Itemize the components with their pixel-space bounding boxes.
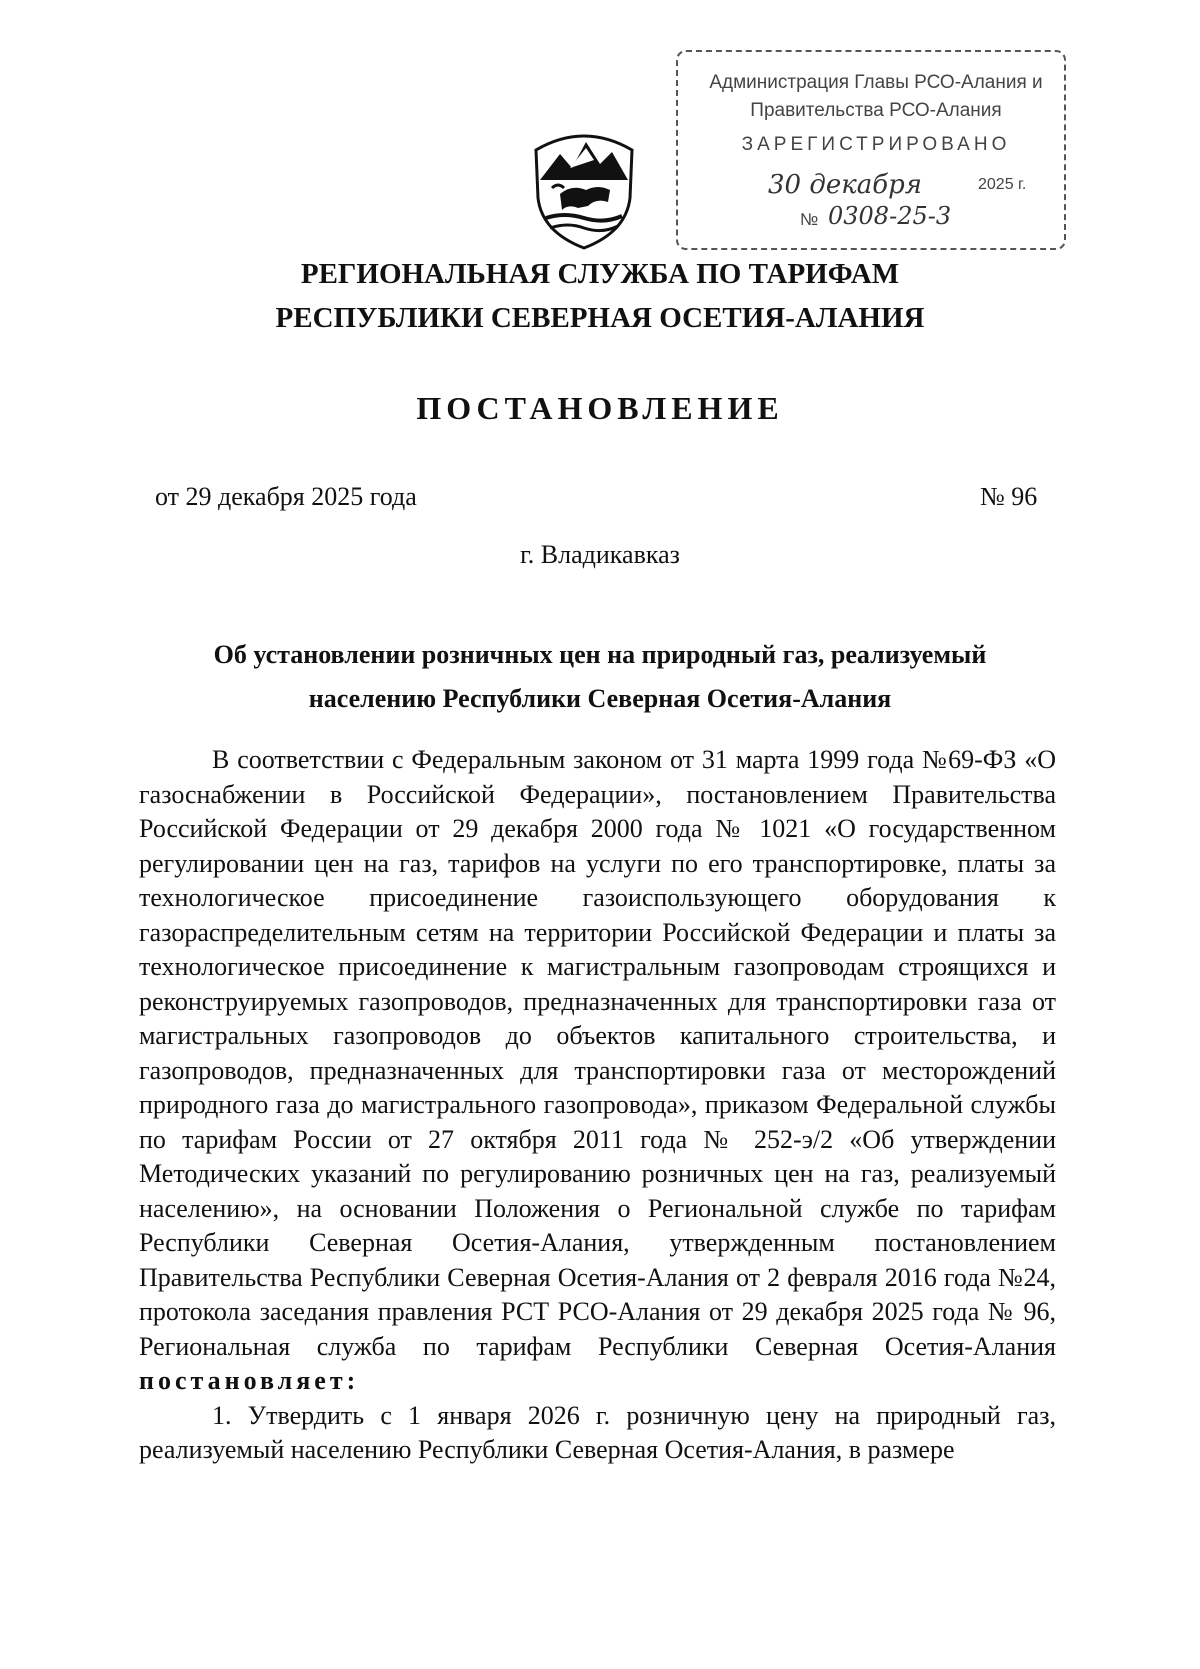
- org-name-line1: РЕГИОНАЛЬНАЯ СЛУЖБА ПО ТАРИФАМ: [300, 258, 900, 290]
- document-date: от 29 декабря 2025 года: [155, 482, 417, 511]
- stamp-number-handwritten: 0308-25-3: [828, 202, 952, 230]
- subject-title-line1: Об установлении розничных цен на природный газ, реализуемый: [213, 640, 987, 669]
- resolution-keyword: постановляет:: [139, 1366, 360, 1395]
- org-name-line2: РЕСПУБЛИКИ СЕВЕРНАЯ ОСЕТИЯ-АЛАНИЯ: [275, 302, 925, 334]
- body-paragraph-item-1: 1. Утвердить с 1 января 2026 г. розничную цену на природный газ, реализуемый населению Республики Северная Осетия-Алания, в размере: [139, 1400, 1056, 1464]
- subject-title-line2: населению Республики Северная Осетия-Алания: [308, 684, 892, 713]
- registration-stamp: [676, 50, 1066, 250]
- document-city: г. Владикавказ: [520, 540, 680, 569]
- stamp-number-label: №: [800, 210, 819, 229]
- stamp-line-government: Правительства РСО-Алания: [750, 100, 1002, 121]
- stamp-line-administration: Администрация Главы РСО-Алания и: [709, 72, 1043, 93]
- document-body: [139, 743, 1056, 1468]
- preamble-text: В соответствии с Федеральным законом от 31 марта 1999 года №69-ФЗ «О газоснабжении в Российской Федерации», постановлением Правительства Российской Федерации от 29 декабря 2000 года № 1021 «О государственном регулировании цен на газ, тарифов на услуги по его транспортировке, платы за технологическое присоединение газоиспользующего оборудования к газораспределительным сетям на территории Российской Федерации и платы за технологическое присоединение к магистральным газопроводам строящихся и реконструируемых газопроводов, предназначенных для транспортировки газа от магистральных газопроводов до объектов капитального строительства, и газопроводов, предназначенных для транспортировки газа от месторождений природного газа до магистрального газопровода», приказом Федеральной службы по тарифам России от 27 октября 2011 года № 252-э/2 «Об утверждении Методических указаний по регулированию розничных цен на газ, реализуемый населению», на основании Положения о Региональной службе по тарифам Республики Северная Осетия-Алания, утвержденным постановлением Правительства Республики Северная Осетия-Алания от 2 февраля 2016 года №24, протокола заседания правления РСТ РСО-Алания от 29 декабря 2025 года № 96, Региональная служба по тарифам Республики Северная Осетия-Алания: [139, 745, 1056, 1361]
- document-type-title: ПОСТАНОВЛЕНИЕ: [416, 390, 784, 426]
- stamp-date-year: 2025 г.: [978, 176, 1027, 193]
- stamp-registered: ЗАРЕГИСТРИРОВАНО: [741, 134, 1011, 155]
- body-paragraph-preamble: [139, 743, 1056, 1399]
- stamp-date-handwritten: 30 декабря: [768, 170, 922, 200]
- document-number: № 96: [980, 482, 1038, 511]
- coat-of-arms-emblem: [530, 128, 638, 250]
